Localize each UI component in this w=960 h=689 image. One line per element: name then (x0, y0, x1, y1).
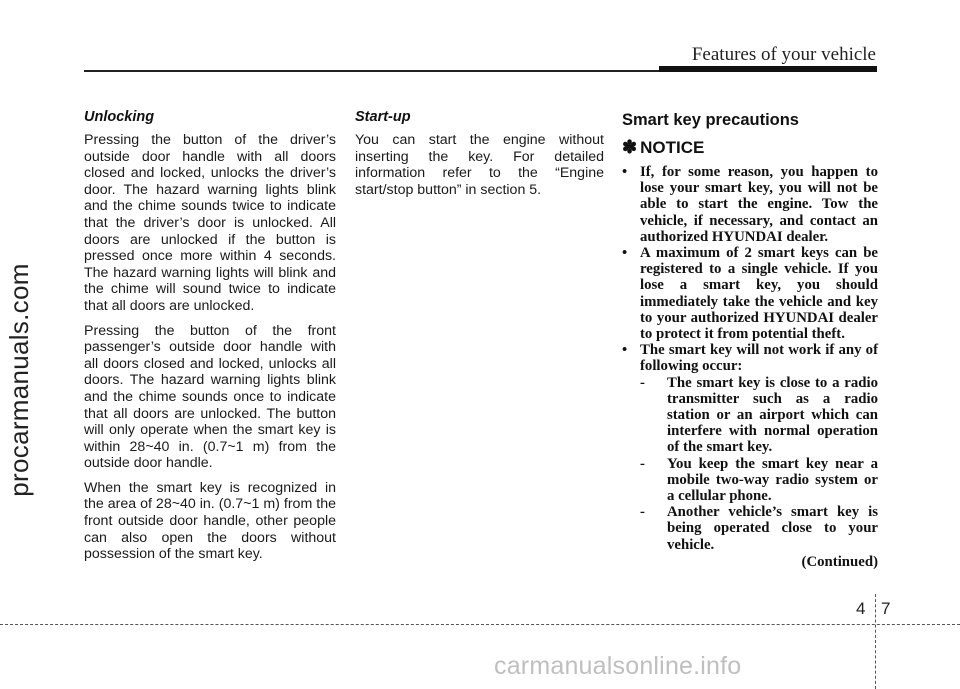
notice-sub-item-text: Another vehicle’s smart key is being operated close to your vehicle. (667, 504, 878, 553)
dash-mark: - (640, 455, 645, 472)
section-number: 4 (856, 599, 866, 618)
side-watermark: procarmanuals.com (4, 263, 34, 497)
unlocking-paragraph-2: Pressing the button of the front passenger’s outside door handle with all doors closed and locked, unlocks all doors. The hazard warning lights blink and the chime sounds once to indicate that all doors are unlocked. The button will only operate when the smart key is within 28~40 in. (0.7~1 m) from the outside door handle. (84, 322, 336, 472)
notice-item-text: If, for some reason, you happen to lose your smart key, you will not be able to start the engine. Tow the vehicle, if necessary, and contact an authorized HYUNDAI dealer. (640, 164, 878, 245)
notice-sub-item (640, 375, 878, 456)
notice-label: NOTICE (640, 137, 705, 157)
notice-sub-item (640, 504, 878, 553)
notice-item (622, 245, 878, 342)
bullet-mark: • (622, 342, 628, 359)
bullet-mark: • (622, 164, 628, 180)
precautions-column (622, 109, 878, 571)
notice-heading (622, 137, 878, 158)
dash-mark: - (640, 504, 645, 521)
header-rule-accent (659, 66, 877, 72)
bullet-mark: • (622, 245, 628, 262)
footer-rule (0, 624, 960, 625)
notice-sub-list (640, 375, 878, 553)
dash-mark: - (640, 374, 645, 391)
notice-item (622, 164, 878, 245)
notice-item (622, 342, 878, 553)
notice-sub-item (640, 456, 878, 505)
continued-note: (Continued) (801, 553, 878, 570)
unlocking-heading: Unlocking (84, 109, 155, 125)
header-rule (84, 70, 659, 72)
precautions-title: Smart key precautions (622, 111, 799, 129)
startup-heading: Start-up (355, 109, 411, 125)
startup-paragraph: You can start the engine without inserting the key. For detailed information refer to the “Engine start/stop button” in section 5. (355, 132, 604, 198)
notice-item-text: The smart key will not work if any of following occur: (640, 342, 878, 375)
page-number-divider (875, 594, 876, 689)
notice-sub-item-text: The smart key is close to a radio transmitter such as a radio station or an airport which can interfere with normal operation of the smart key. (667, 374, 878, 456)
unlocking-paragraph-3: When the smart key is recognized in the area of 28~40 in. (0.7~1 m) from the front outside door handle, other people can also open the doors without possession of the smart key. (84, 479, 336, 563)
page-number: 7 (881, 599, 891, 618)
notice-star-icon: ✽ (622, 137, 638, 157)
unlocking-column (84, 109, 336, 571)
bottom-watermark: carmanualsonline.info (494, 652, 742, 680)
page-header-title: Features of your vehicle (691, 44, 876, 65)
notice-sub-item-text: You keep the smart key near a mobile two-way radio system or a cellular phone. (667, 455, 878, 505)
unlocking-paragraph-1: Pressing the button of the driver’s outside door handle with all doors closed and locked, unlocks the driver’s door. The hazard warning lights blink and the chime sounds twice to indicate that the driver’s door is unlocked. All doors are unlocked if the button is pressed once more within 4 seconds. The hazard warning lights will blink and the chime will sound twice to indicate that all doors are unlocked. (84, 132, 336, 314)
startup-column (355, 109, 604, 206)
notice-list (622, 164, 878, 553)
notice-item-text: A maximum of 2 smart keys can be registered to a single vehicle. If you lose a smart key, you should immediately take the vehicle and key to your authorized HYUNDAI dealer to protect it from potential theft. (640, 245, 878, 343)
